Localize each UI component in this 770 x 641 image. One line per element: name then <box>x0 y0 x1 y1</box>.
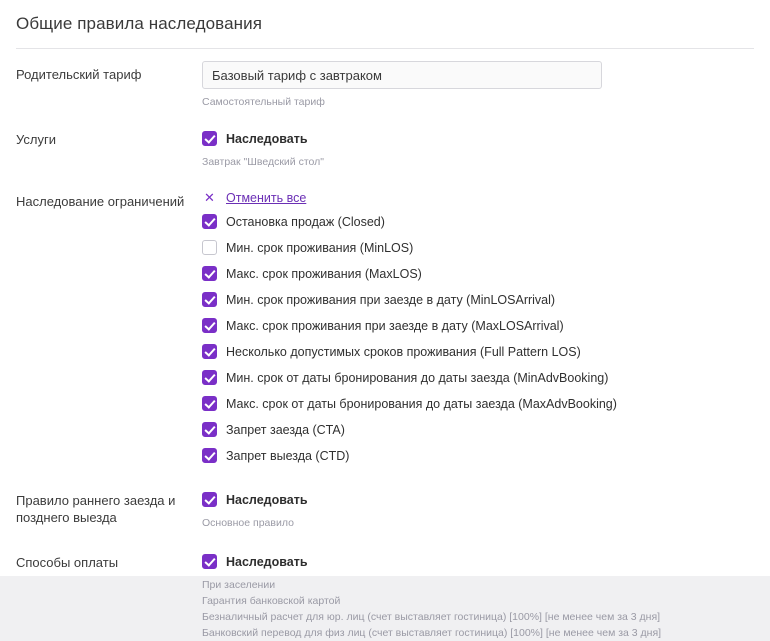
restriction-item[interactable] <box>202 211 754 232</box>
restriction-label-minlosarrival: Мин. срок проживания при заезде в дату (MinLOSArrival) <box>226 292 556 307</box>
restriction-label-ctd: Запрет выезда (CTD) <box>226 448 350 463</box>
restriction-checkbox-closed[interactable] <box>202 214 217 229</box>
restriction-label-maxadvbooking: Макс. срок от даты бронирования до даты заезда (MaxAdvBooking) <box>226 396 617 411</box>
payment-note-0: При заселении <box>202 579 276 591</box>
early-late-inherit-checkbox-line[interactable] <box>202 489 754 510</box>
inheritance-form <box>0 49 770 641</box>
payment-note-1: Гарантия банковской картой <box>202 595 341 607</box>
payment-note-3: Банковский перевод для физ лиц (счет выставляет гостиница) [100%] [не менее чем за 3 дня] <box>202 627 662 639</box>
restriction-label-maxlosarrival: Макс. срок проживания при заезде в дату (MaxLOSArrival) <box>226 318 564 333</box>
clear-all-row[interactable] <box>202 190 754 205</box>
early-late-inherit-checkbox[interactable] <box>202 492 217 507</box>
restriction-checkbox-minadvbooking[interactable] <box>202 370 217 385</box>
services-note: Завтрак "Шведский стол" <box>202 156 324 168</box>
restriction-item[interactable] <box>202 341 754 362</box>
services-inherit-label: Наследовать <box>226 131 308 146</box>
restriction-checkbox-minlos[interactable] <box>202 240 217 255</box>
payment-notes <box>202 577 754 641</box>
restriction-item[interactable] <box>202 237 754 258</box>
close-icon: ✕ <box>204 190 215 205</box>
restriction-label-maxlos: Макс. срок проживания (MaxLOS) <box>226 266 422 281</box>
restriction-checkbox-cta[interactable] <box>202 422 217 437</box>
early-late-label <box>16 487 202 526</box>
payment-label: Способы оплаты <box>16 555 119 570</box>
early-late-label-line2: позднего выезда <box>16 510 117 525</box>
payment-content <box>202 549 754 641</box>
restriction-checkbox-ctd[interactable] <box>202 448 217 463</box>
early-late-label-line1: Правило раннего заезда и <box>16 493 176 508</box>
restriction-checkbox-maxadvbooking[interactable] <box>202 396 217 411</box>
early-late-note: Основное правило <box>202 517 294 529</box>
restriction-checkbox-minlosarrival[interactable] <box>202 292 217 307</box>
payment-note-2: Безналичный расчет для юр. лиц (счет выставляет гостиница) [100%] [не менее чем за 3 дня] <box>202 611 661 623</box>
restriction-label-fullpatternlos: Несколько допустимых сроков проживания (Full Pattern LOS) <box>226 344 581 359</box>
restriction-label-minlos: Мин. срок проживания (MinLOS) <box>226 240 414 255</box>
payment-inherit-label: Наследовать <box>226 554 308 569</box>
early-late-row <box>0 487 770 531</box>
early-late-content <box>202 487 754 531</box>
restriction-item[interactable] <box>202 419 754 440</box>
parent-rate-content <box>202 61 754 110</box>
parent-rate-note: Самостоятельный тариф <box>202 96 325 108</box>
restriction-item[interactable] <box>202 445 754 466</box>
restriction-label-cta: Запрет заезда (CTA) <box>226 422 345 437</box>
services-inherit-checkbox-line[interactable] <box>202 128 754 149</box>
services-row <box>0 126 770 170</box>
services-inherit-checkbox[interactable] <box>202 131 217 146</box>
payment-inherit-checkbox-line[interactable] <box>202 551 754 572</box>
clear-all-link[interactable]: Отменить все <box>226 190 307 205</box>
early-late-inherit-label: Наследовать <box>226 492 308 507</box>
restriction-checkbox-maxlos[interactable] <box>202 266 217 281</box>
restrictions-label: Наследование ограничений <box>16 194 185 209</box>
restriction-label-minadvbooking: Мин. срок от даты бронирования до даты заезда (MinAdvBooking) <box>226 370 609 385</box>
restrictions-content <box>202 189 754 471</box>
restriction-item[interactable] <box>202 393 754 414</box>
restriction-item[interactable] <box>202 315 754 336</box>
parent-rate-label: Родительский тариф <box>16 67 142 82</box>
page-title: Общие правила наследования <box>16 14 263 33</box>
restriction-item[interactable] <box>202 367 754 388</box>
parent-rate-input[interactable] <box>202 61 602 89</box>
restriction-label-closed: Остановка продаж (Closed) <box>226 214 385 229</box>
payment-inherit-checkbox[interactable] <box>202 554 217 569</box>
services-content <box>202 126 754 170</box>
restriction-checkbox-maxlosarrival[interactable] <box>202 318 217 333</box>
parent-rate-row <box>0 61 770 110</box>
services-label: Услуги <box>16 132 56 147</box>
payment-row <box>0 549 770 641</box>
restriction-checkbox-fullpatternlos[interactable] <box>202 344 217 359</box>
restriction-item[interactable] <box>202 263 754 284</box>
restriction-item[interactable] <box>202 289 754 310</box>
restrictions-row <box>0 188 770 471</box>
